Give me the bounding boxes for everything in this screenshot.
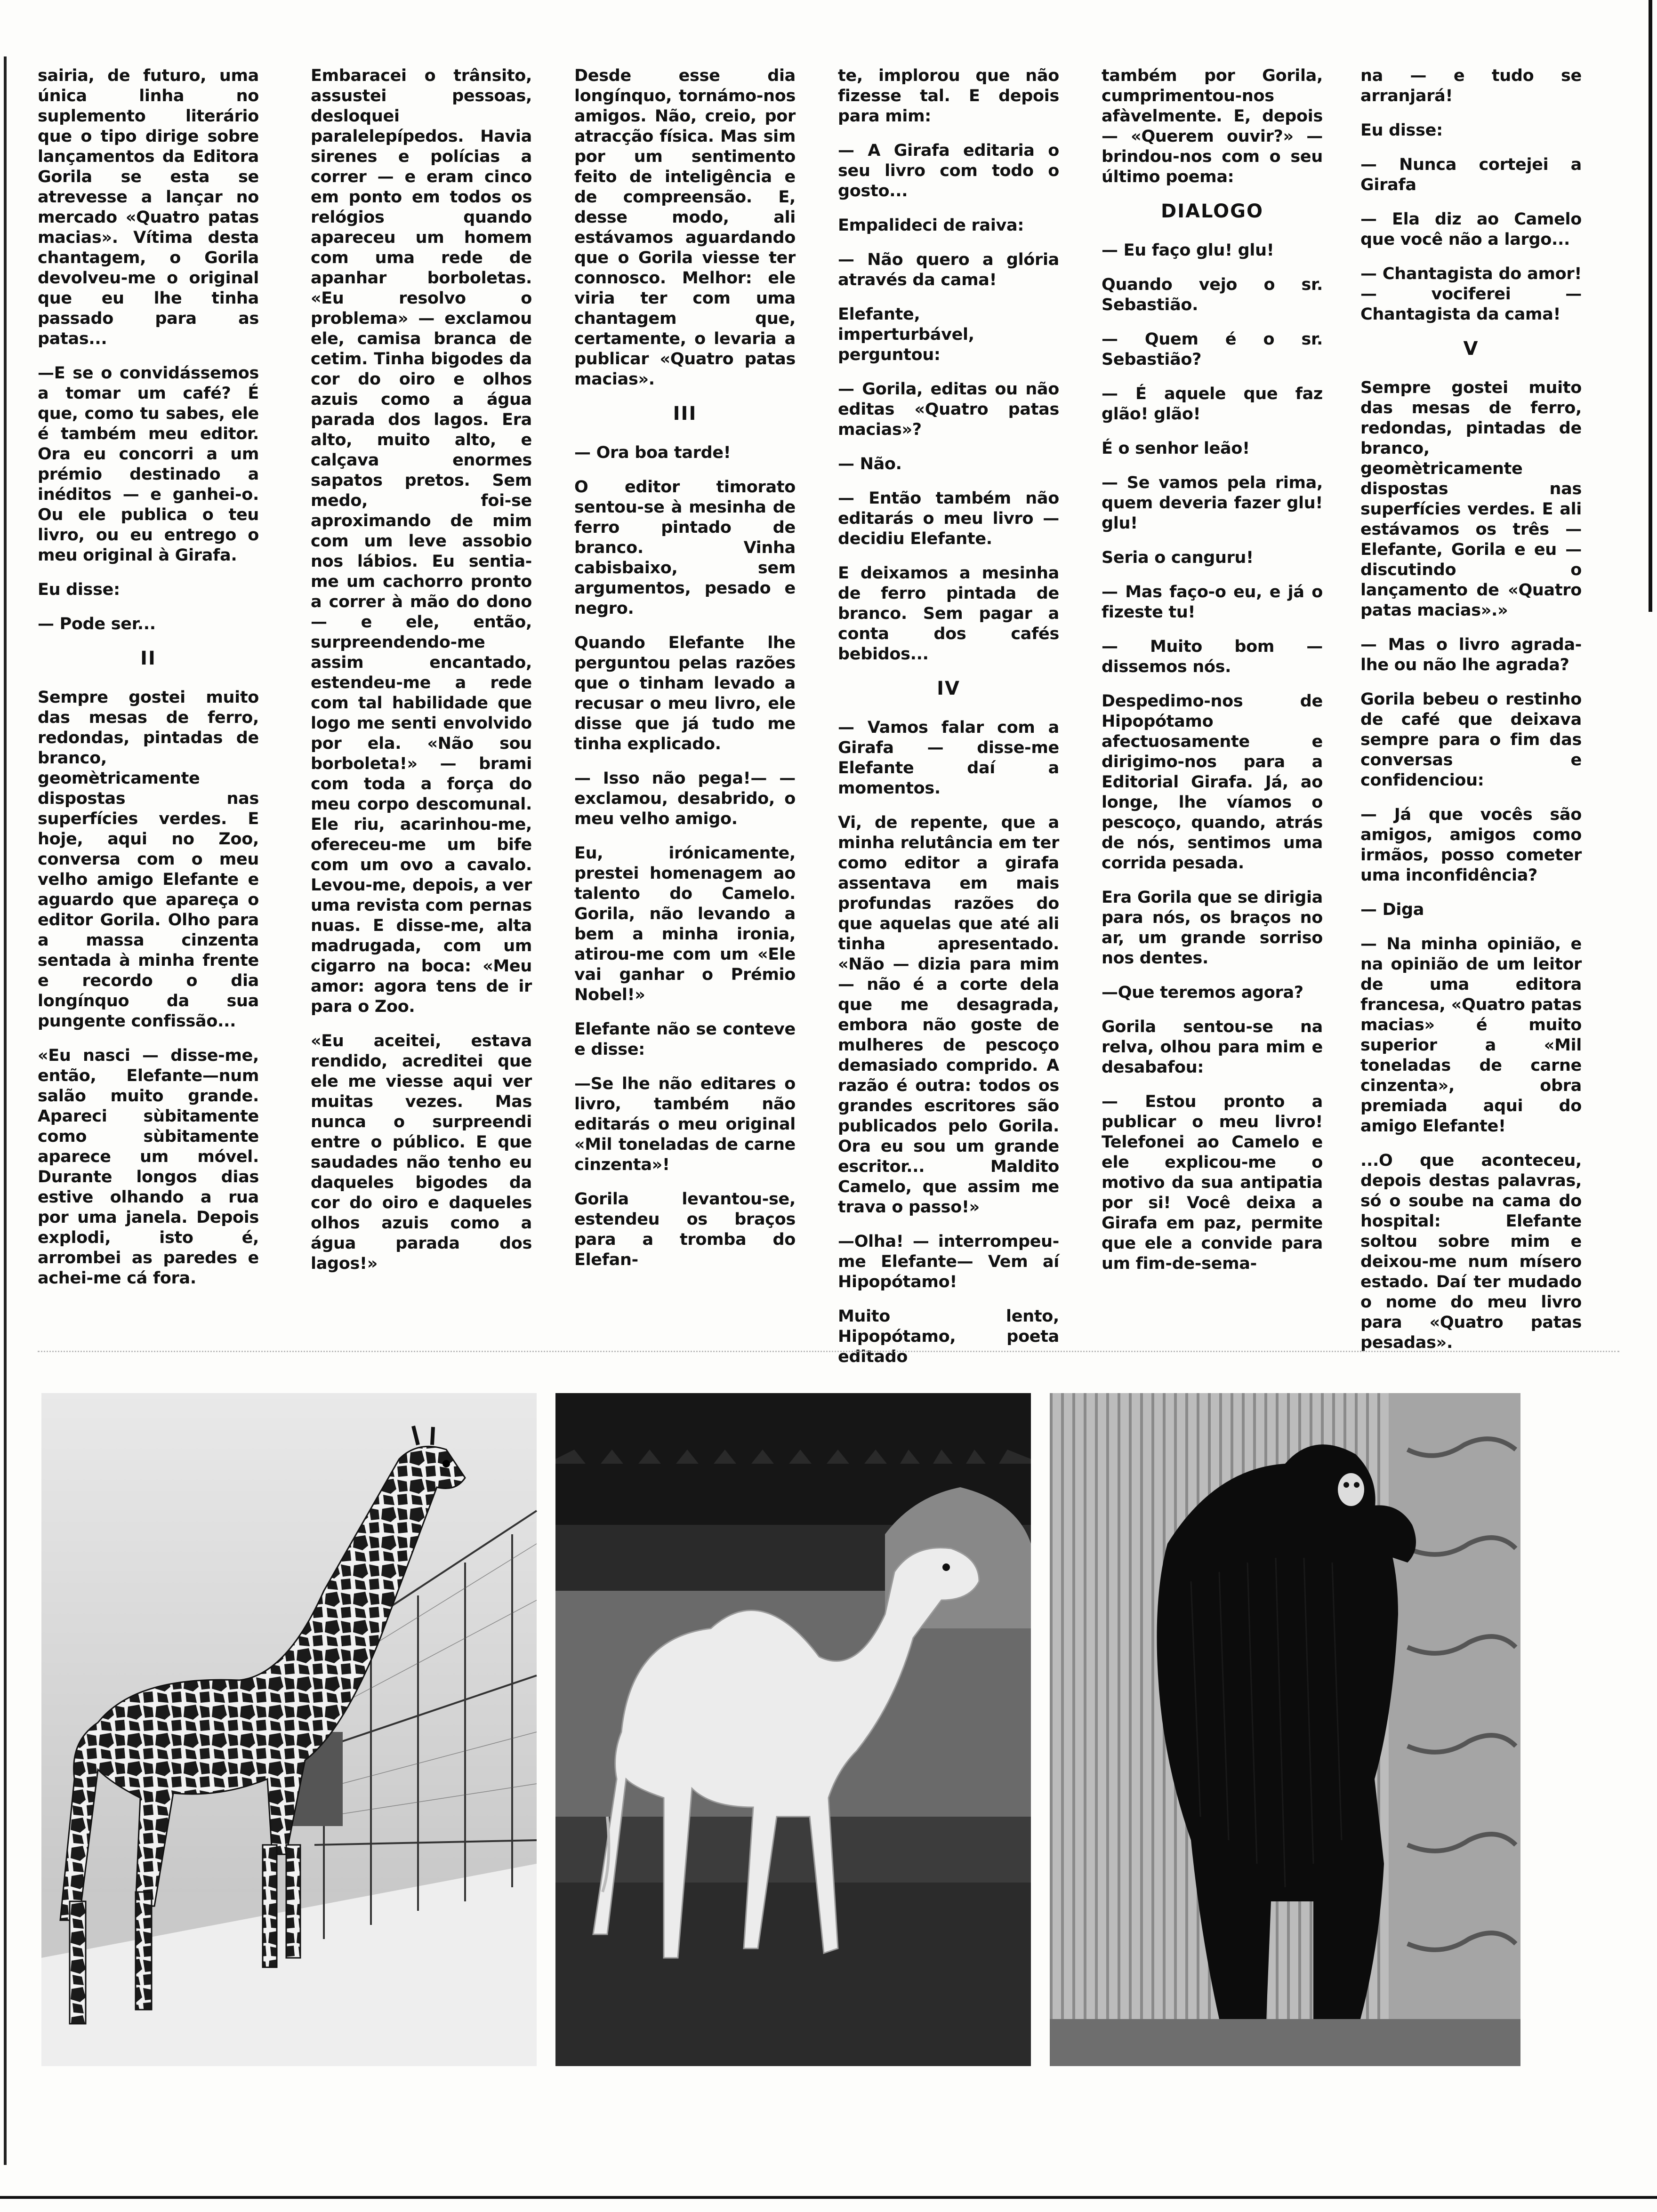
paragraph: —Que teremos agora? xyxy=(1102,983,1303,1002)
paragraph: — Muito bom — dissemos nós. xyxy=(1102,637,1323,676)
paragraph: ...O que aconteceu, depois destas palavras, só o soube na cama do hospital: Elefante soltou sobre mim e deixou-me num mísero estado. Daí ter mudado o nome do meu livro para «Quatro patas pesadas». xyxy=(1360,1151,1582,1352)
paragraph: na — e tudo se arranjará! xyxy=(1360,66,1582,105)
paragraph: — A Girafa editaria o seu livro com todo o gosto... xyxy=(838,141,1059,200)
paragraph: Gorila sentou-se na relva, olhou para mim e desabafou: xyxy=(1102,1018,1323,1077)
paragraph: Sempre gostei muito das mesas de ferro, redondas, pintadas de branco, geomètricamente dispostas nas superfícies verdes. E hoje, aqui no Zoo, conversa com o meu velho amigo Elefante e aguardo que apareça o editor Gorila. Olho para a massa cinzenta sentada à minha frente e recordo o dia longínquo da sua pungente confissão... xyxy=(38,688,259,1031)
paragraph: —Se lhe não editares o livro, também não editarás o meu original «Mil toneladas de carne cinzenta»! xyxy=(574,1074,796,1174)
paragraph: — Não. xyxy=(838,455,902,473)
paragraph: — Vamos falar com a Girafa — disse-me Elefante daí a momentos. xyxy=(838,718,1059,798)
paragraph: É o senhor leão! xyxy=(1102,439,1250,458)
paragraph: Empalideci de raiva: xyxy=(838,216,1024,235)
text-column-1 xyxy=(38,66,259,1327)
paragraph: — Mas o livro agrada-lhe ou não lhe agrada? xyxy=(1360,635,1582,674)
text-column-4 xyxy=(838,66,1059,1366)
paragraph: Era Gorila que se dirigia para nós, os braços no ar, um grande sorriso nos dentes. xyxy=(1102,888,1323,968)
paragraph: — Nunca cortejei a Girafa xyxy=(1360,155,1582,194)
paragraph: Eu disse: xyxy=(38,580,120,599)
paragraph: «Eu nasci — disse-me, então, Elefante—num salão muito grande. Apareci sùbitamente como sùbitamente aparece um móvel. Durante longos dias estive olhando a rua por uma janela. Depois explodi, isto é, arrombei as paredes e achei-me cá fora. xyxy=(38,1046,259,1288)
paragraph: Elefante não se conteve e disse: xyxy=(574,1020,796,1059)
article-columns xyxy=(38,66,1619,1366)
paragraph: —E se o convidássemos a tomar um café? É que, como tu sabes, ele é também meu editor. Ora eu concorri a um prémio destinado a inéditos — e ganhei-o. Ou ele publica o teu livro, ou eu entrego o meu original à Girafa. xyxy=(38,364,259,565)
paragraph: também por Gorila, cumprimentou-nos afàvelmente. E, depois — «Querem ouvir?» — brindou-nos com o seu último poema: xyxy=(1102,66,1323,186)
giraffe-photo xyxy=(41,1393,537,2066)
paragraph: — Chantagista do amor! — vociferei — Chantagista da cama! xyxy=(1360,264,1582,324)
text-column-6 xyxy=(1360,66,1582,1352)
right-border-rule xyxy=(1649,0,1652,612)
paragraph: —Olha! — interrompeu-me Elefante— Vem aí Hipopótamo! xyxy=(838,1232,1059,1291)
paragraph: — Gorila, editas ou não editas «Quatro patas macias»? xyxy=(838,380,1059,439)
dotted-separator xyxy=(38,1351,1619,1352)
text-column-3 xyxy=(574,66,796,1327)
paragraph: te, implorou que não fizesse tal. E depois para mim: xyxy=(838,66,1059,126)
paragraph: Gorila levantou-se, estendeu os braços para a tromba do Elefan- xyxy=(574,1190,796,1269)
paragraph: O editor timorato sentou-se à mesinha de ferro pintado de branco. Vinha cabisbaixo, sem argumentos, pesado e negro. xyxy=(574,478,796,618)
paragraph: Eu, irónicamente, prestei homenagem ao talento do Camelo. Gorila, não levando a bem a minha ironia, atirou-me com um «Ele vai ganhar o Prémio Nobel!» xyxy=(574,844,796,1004)
paragraph: — Pode ser... xyxy=(38,615,156,633)
paragraph: Desde esse dia longínquo, tornámo-nos amigos. Não, creio, por atracção física. Mas sim por um sentimento feito de inteligência e de compreensão. E, desse modo, ali estávamos aguardando que o Gorila viesse ter connosco. Melhor: ele viria ter com uma chantagem que, certamente, o levaria a publicar «Quatro patas macias». xyxy=(574,66,796,389)
paragraph: Eu disse: xyxy=(1360,121,1443,140)
paragraph: — Então também não editarás o meu livro — decidiu Elefante. xyxy=(838,489,1059,548)
paragraph: Despedimo-nos de Hipopótamo afectuosamente e dirigimo-nos para a Editorial Girafa. Já, ao longe, lhe víamos o pescoço, quando, atrás de nós, sentimos uma corrida pesada. xyxy=(1102,692,1323,873)
text-column-5 xyxy=(1102,66,1323,1327)
paragraph: Elefante, imperturbável, perguntou: xyxy=(838,305,974,364)
text-column-2 xyxy=(311,66,532,1327)
bottom-border-rule xyxy=(0,2196,1657,2199)
paragraph: — Não quero a glória através da cama! xyxy=(838,250,1059,289)
section-heading: V xyxy=(1463,338,1479,360)
paragraph: Embaracei o trânsito, assustei pessoas, desloquei paralelepípedos. Havia sirenes e polícias a correr — e eram cinco em ponto em todos os relógios quando apareceu um homem com uma rede de apanhar borboletas. «Eu resolvo o problema» — exclamou ele, camisa branca de cetim. Tinha bigodes da cor do oiro e olhos azuis como a água parada dos lagos. Era alto, muito alto, e calçava enormes sapatos pretos. Sem medo, foi-se aproximando de mim com um leve assobio nos lábios. Eu sentia-me um cachorro pronto a correr à mão do dono — e ele, então, surpreendendo-me assim encantado, estendeu-me a rede com tal habilidade que logo me senti envolvido por ela. «Não sou borboleta!» — brami com toda a força do meu corpo descomunal. Ele riu, acarinhou-me, ofereceu-me um bife com um ovo a cavalo. Levou-me, depois, a ver uma revista com pernas nuas. E disse-me, alta madrugada, com um cigarro na boca: «Meu amor: agora tens de ir para o Zoo. xyxy=(311,66,532,1016)
paragraph: — Quem é o sr. Sebastião? xyxy=(1102,330,1323,369)
section-heading: II xyxy=(140,648,156,669)
paragraph: — Já que vocês são amigos, amigos como irmãos, posso cometer uma inconfidência? xyxy=(1360,805,1582,885)
paragraph: — É aquele que faz glão! glão! xyxy=(1102,385,1323,424)
paragraph: «Eu aceitei, estava rendido, acreditei que ele me viesse aqui ver muitas vezes. Mas nunca o surpreendi entre o público. E que saudades não tenho eu daqueles bigodes da cor do oiro e daqueles olhos azuis como a água parada dos lagos!» xyxy=(311,1032,532,1273)
paragraph: — Diga xyxy=(1360,900,1424,919)
gorilla-photo xyxy=(1050,1393,1520,2066)
paragraph: Seria o canguru! xyxy=(1102,548,1254,567)
paragraph: Muito lento, Hipopótamo, poeta editado xyxy=(838,1307,1059,1366)
section-heading: IV xyxy=(937,678,960,699)
paragraph: — Mas faço-o eu, e já o fizeste tu! xyxy=(1102,583,1323,622)
section-heading: III xyxy=(673,403,697,425)
paragraph: — Na minha opinião, e na opinião de um leitor de uma editora francesa, «Quatro patas macias» é muito superior a «Mil toneladas de carne cinzenta», obra premiada aqui do amigo Elefante! xyxy=(1360,935,1582,1136)
camel-photo xyxy=(555,1393,1031,2066)
paragraph: Gorila bebeu o restinho de café que deixava sempre para o fim das conversas e confidenciou: xyxy=(1360,690,1582,790)
section-heading: DIALOGO xyxy=(1161,200,1263,222)
paragraph: — Eu faço glu! glu! xyxy=(1102,241,1274,260)
paragraph: — Isso não pega!— — exclamou, desabrido, o meu velho amigo. xyxy=(574,769,796,828)
paragraph: sairia, de futuro, uma única linha no suplemento literário que o tipo dirige sobre lançamentos da Editora Gorila se esta se atrevesse a lançar no mercado «Quatro patas macias». Vítima desta chantagem, o Gorila devolveu-me o original que eu lhe tinha passado para as patas... xyxy=(38,66,259,348)
paragraph: Quando Elefante lhe perguntou pelas razões que o tinham levado a recusar o meu livro, ele disse que já tudo me tinha explicado. xyxy=(574,633,796,753)
paragraph: — Se vamos pela rima, quem deveria fazer glu! glu! xyxy=(1102,473,1323,533)
paragraph: E deixamos a mesinha de ferro pintada de branco. Sem pagar a conta dos cafés bebidos... xyxy=(838,564,1059,664)
paragraph: — Estou pronto a publicar o meu livro! Telefonei ao Camelo e ele explicou-me o motivo da sua antipatia por si! Você deixa a Girafa em paz, permite que ele a convide para um fim-de-sema- xyxy=(1102,1092,1323,1273)
paragraph: Vi, de repente, que a minha relutância em ter como editor a girafa assentava em mais profundas razões do que aquelas que até ali tinha apresentado. «Não — dizia para mim — não é a corte dela que me desagrada, embora não goste de mulheres de pescoço demasiado comprido. A razão é outra: todos os grandes escritores são publicados pelo Gorila. Ora eu sou um grande escritor... Maldito Camelo, que assim me trava o passo!» xyxy=(838,813,1059,1217)
paragraph: — Ela diz ao Camelo que você não a largo... xyxy=(1360,210,1582,249)
paragraph: Sempre gostei muito das mesas de ferro, redondas, pintadas de branco, geomètricamente dispostas nas superfícies verdes. E ali estávamos os três — Elefante, Gorila e eu — discutindo o lançamento de «Quatro patas macias».» xyxy=(1360,378,1582,620)
paragraph: — Ora boa tarde! xyxy=(574,443,731,462)
left-border-rule xyxy=(4,56,7,2165)
paragraph: Quando vejo o sr. Sebastião. xyxy=(1102,275,1323,314)
